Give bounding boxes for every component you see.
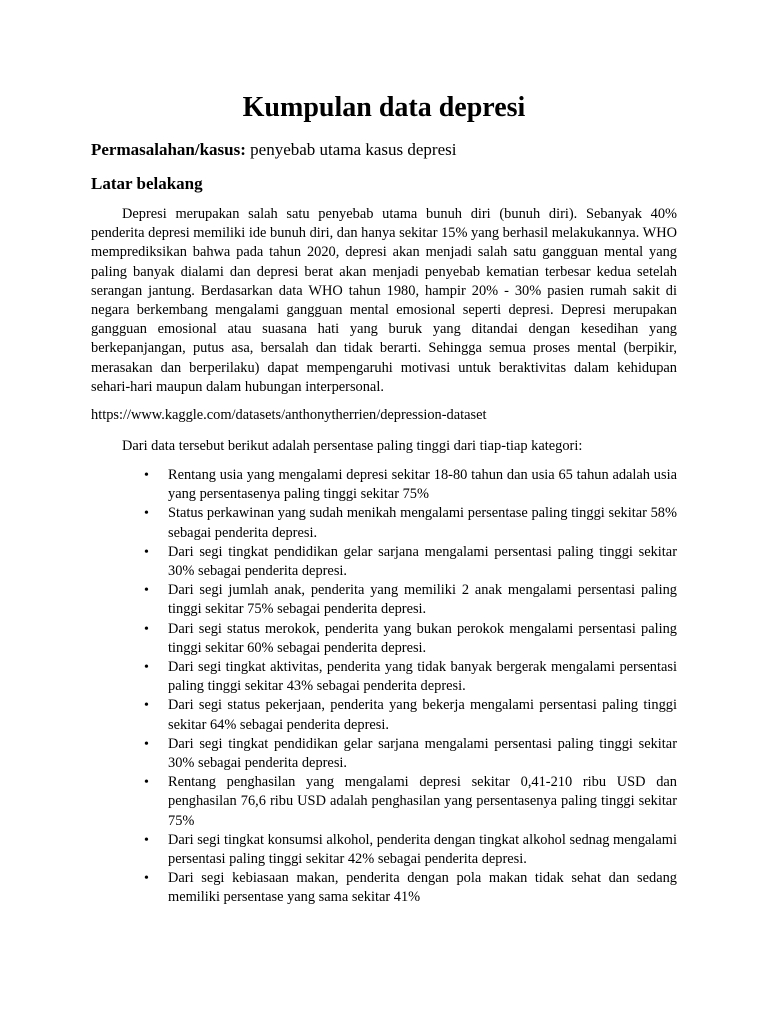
problem-text: penyebab utama kasus depresi [245, 140, 457, 159]
document-title: Kumpulan data depresi [242, 92, 526, 123]
list-item-text: Dari segi status pekerjaan, penderita yang bekerja mengalami persentasi paling tinggi sekitar 64% sebagai penderita depresi. [168, 697, 677, 733]
problem-statement [91, 139, 456, 161]
bullet-icon: • [144, 775, 149, 791]
problem-label: Permasalahan/kasus: [91, 140, 246, 159]
list-item [144, 773, 677, 831]
bullet-icon: • [144, 544, 149, 560]
list-item-text: Dari segi tingkat pendidikan gelar sarjana mengalami persentasi paling tinggi sekitar 30% sebagai penderita depresi. [168, 735, 677, 772]
list-item-text: Rentang usia yang mengalami depresi sekitar 18-80 tahun dan usia 65 tahun adalah usia yang persentasenya paling tinggi sekitar 75% [168, 467, 677, 503]
list-item [144, 581, 677, 619]
bullet-icon: • [144, 736, 149, 752]
list-item [144, 831, 677, 869]
list-item-text: Dari segi tingkat konsumsi alkohol, penderita dengan tingkat alkohol sednag mengalami persentasi paling tinggi sekitar 42% sebagai penderita depresi. [168, 831, 677, 868]
section-heading-background: Latar belakang [91, 174, 203, 193]
list-item-text: Rentang penghasilan yang mengalami depresi sekitar 0,41-210 ribu USD dan penghasilan 76,6 ribu USD adalah penghasilan yang persentasenya paling tinggi sekitar 75% [168, 774, 677, 829]
list-item-text: Dari segi jumlah anak, penderita yang memiliki 2 anak mengalami persentasi paling tinggi sekitar 75% sebagai penderita depresi. [168, 582, 677, 618]
findings-list [144, 466, 677, 908]
list-item-text: Dari segi tingkat pendidikan gelar sarjana mengalami persentasi paling tinggi sekitar 30% sebagai penderita depresi. [168, 543, 677, 580]
list-item [144, 658, 677, 696]
list-item-text: Dari segi kebiasaan makan, penderita dengan pola makan tidak sehat dan sedang memiliki persentase yang sama sekitar 41% [168, 870, 677, 906]
bullet-icon: • [144, 506, 149, 522]
bullet-icon: • [144, 468, 149, 483]
list-item-text: Dari segi status merokok, penderita yang bukan perokok mengalami persentasi paling tinggi sekitar 60% sebagai penderita depresi. [168, 620, 677, 656]
bullet-icon: • [144, 660, 149, 676]
list-item-text: Status perkawinan yang sudah menikah mengalami persentase paling tinggi sekitar 58% sebagai penderita depresi. [168, 505, 677, 541]
bullet-icon: • [144, 871, 149, 887]
list-item [144, 696, 677, 734]
bullet-icon: • [144, 832, 149, 848]
bullet-icon: • [144, 621, 149, 637]
list-item [144, 504, 677, 542]
list-item [144, 735, 677, 773]
list-item-text: Dari segi tingkat aktivitas, penderita yang tidak banyak bergerak mengalami persentasi paling tinggi sekitar 43% sebagai penderita depresi. [168, 659, 677, 695]
dataset-source-link[interactable]: https://www.kaggle.com/datasets/anthonytherrien/depression-dataset [91, 407, 487, 423]
list-item [144, 869, 677, 907]
list-item [144, 543, 677, 581]
list-item [144, 620, 677, 658]
list-item [144, 466, 677, 504]
bullet-icon: • [144, 698, 149, 714]
findings-intro: Dari data tersebut berikut adalah persentase paling tinggi dari tiap-tiap kategori: [122, 438, 583, 454]
background-paragraph: Depresi merupakan salah satu penyebab utama bunuh diri (bunuh diri). Sebanyak 40% penderita depresi memiliki ide bunuh diri, dan hanya sekitar 15% yang berhasil melakukannya. WHO memprediksikan bahwa pada tahun 2020, depresi akan menjadi salah satu gangguan mental yang paling banyak dialami dan depresi berat akan menjadi penyebab kematian terbesar kedua setelah serangan jantung. Berdasarkan data WHO tahun 1980, hampir 20% - 30% pasien rumah sakit di negara berkembang mengalami gangguan mental emosional seperti depresi. Depresi merupakan gangguan emosional atau suasana hati yang buruk yang ditandai dengan kesedihan yang berkepanjangan, putus asa, bersalah dan tidak berarti. Sehingga semua proses mental (berpikir, merasakan dan berperilaku) dapat mempengaruhi motivasi untuk beraktivitas dalam kehidupan sehari-hari maupun dalam hubungan interpersonal. [91, 206, 677, 395]
bullet-icon: • [144, 583, 149, 599]
